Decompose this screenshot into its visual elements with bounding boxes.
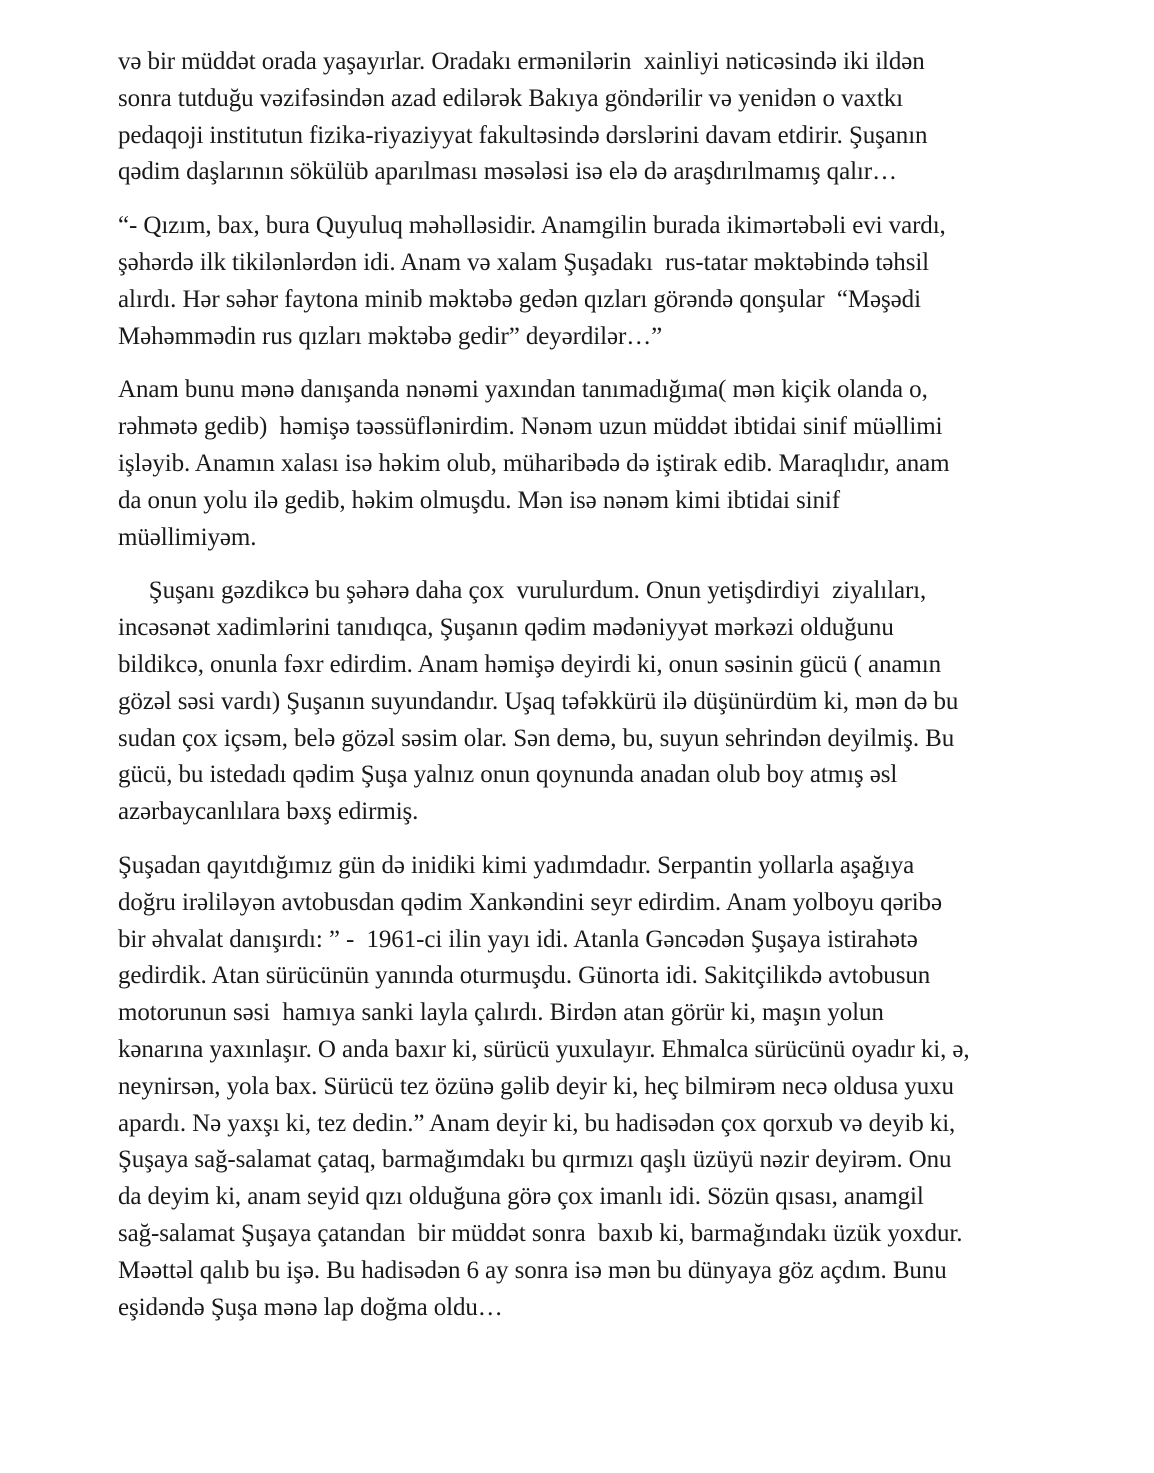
- paragraph-2: “- Qızım, bax, bura Quyuluq məhəlləsidir. Anamgilin burada ikimərtəbəli evi vardı, şəhərdə ilk tikilənlərdən idi. Anam və xalam Şuşadakı rus-tatar məktəbində təhsil alırdı. Hər səhər faytona minib məktəbə gedən qızları görəndə qonşular “Məşədi Məhəmmədin rus qızları məktəbə gedir” deyərdilər…”: [118, 212, 946, 350]
- paragraph-1: və bir müddət orada yaşayırlar. Oradakı ermənilərin xainliyi nəticəsində iki ildən sonra tutduğu vəzifəsindən azad edilərək Bakıya göndərilir və yenidən o vaxtkı pedaqoji institutun fizika-riyaziyyat fakultəsində dərslərini davam etdirir. Şuşanın qədim daşlarının sökülüb aparılması məsələsi isə elə də araşdırılmamış qalır…: [118, 48, 928, 186]
- paragraph-5: Şuşadan qayıtdığımız gün də inidiki kimi yadımdadır. Serpantin yollarla aşağıya doğru irəliləyən avtobusdan qədim Xankəndini seyr edirdim. Anam yolboyu qəribə bir əhvalat danışırdı: ” - 1961-ci ilin yayı idi. Atanla Gəncədən Şuşaya istirahətə gedirdik. Atan sürücünün yanında oturmuşdu. Günorta idi. Sakitçilikdə avtobusun motorunun səsi hamıya sanki layla çalırdı. Birdən atan görür ki, maşın yolun kənarına yaxınlaşır. O anda baxır ki, sürücü yuxulayır. Ehmalca sürücünü oyadır ki, ə, neynirsən, yola bax. Sürücü tez özünə gəlib deyir ki, heç bilmirəm necə oldusa yuxu apardı. Nə yaxşı ki, tez dedin.” Anam deyir ki, bu hadisədən çox qorxub və deyib ki, Şuşaya sağ-salamat çataq, barmağımdakı bu qırmızı qaşlı üzüyü nəzir deyirəm. Onu da deyim ki, anam seyid qızı olduğuna görə çox imanlı idi. Sözün qısası, anamgil sağ-salamat Şuşaya çatandan bir müddət sonra baxıb ki, barmağındakı üzük yoxdur. Məəttəl qalıb bu işə. Bu hadisədən 6 ay sonra isə mən bu dünyaya göz açdım. Bunu eşidəndə Şuşa mənə lap doğma oldu…: [118, 851, 970, 1321]
- paragraph-4: Şuşanı gəzdikcə bu şəhərə daha çox vurulurdum. Onun yetişdirdiyi ziyalıları, incəsənət xadimlərini tanıdıqca, Şuşanın qədim mədəniyyət mərkəzi olduğunu bildikcə, onunla fəxr edirdim. Anam həmişə deyirdi ki, onun səsinin gücü ( anamın gözəl səsi vardı) Şuşanın suyundandır. Uşaq təfəkkürü ilə düşünürdüm ki, mən də bu sudan çox içsəm, belə gözəl səsim olar. Sən demə, bu, suyun sehrindən deyilmiş. Bu gücü, bu istedadı qədim Şuşa yalnız onun qoynunda anadan olub boy atmış əsl azərbaycanlılara bəxş edirmiş.: [118, 577, 959, 826]
- paragraph-3: Anam bunu mənə danışanda nənəmi yaxından tanımadığıma( mən kiçik olanda o, rəhmətə gedib) həmişə təəssüflənirdim. Nənəm uzun müddət ibtidai sinif müəllimi işləyib. Anamın xalası isə həkim olub, müharibədə də iştirak edib. Maraqlıdır, anam da onun yolu ilə gedib, həkim olmuşdu. Mən isə nənəm kimi ibtidai sinif müəllimiyəm.: [118, 376, 950, 551]
- document-page: [118, 44, 1078, 1343]
